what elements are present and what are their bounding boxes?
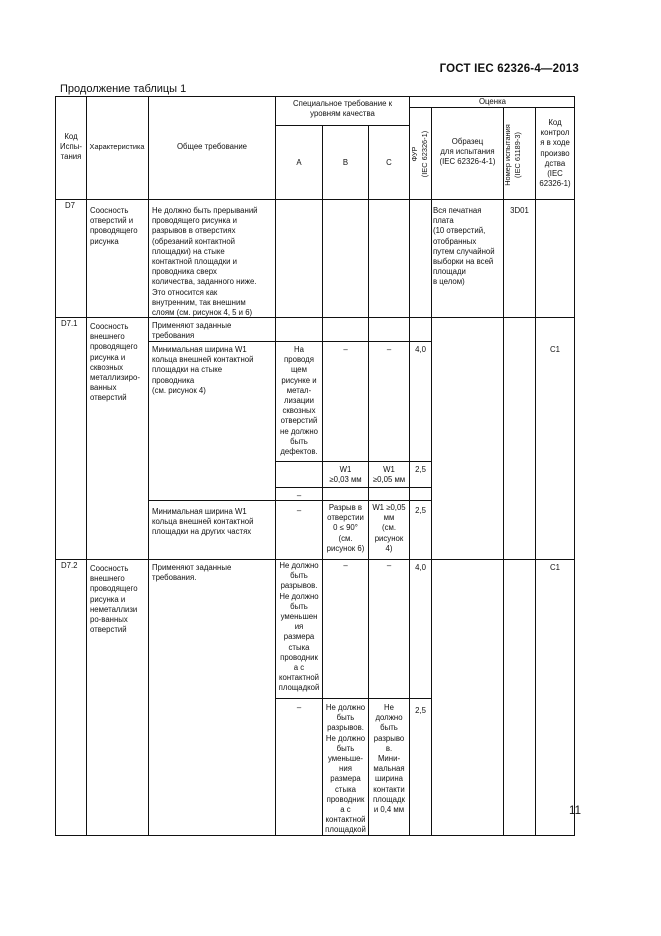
row-d71-general-b: Минимальная ширина W1 кольца внешней контактной площадки на стыке проводника (см. рисунок 4) — [152, 345, 254, 395]
row-d72-ctrl1: C1 — [550, 563, 560, 572]
row-d7-general: Не должно быть прерываний проводящего рисунка и разрывов в отверстиях (обрезаний контактной площадки) на стыке контактной площадки и проводника сверх количества, заданного ниже. Это относится как внутренним, так внешним слоям (см. рисунок 4, 5 и 6) — [152, 206, 258, 318]
row-d72-fur2: 2,5 — [415, 706, 426, 715]
row-d71-c2: W1 ≥0,05 мм — [372, 465, 406, 485]
row-d72-characteristic: Соосность внешнего проводящего рисунка и неметаллизи ро-ванных отверстий — [90, 564, 138, 635]
header-general: Общее требование — [176, 142, 248, 151]
row-d72-b2: Не должно быть разрывов. Не должно быть уменьше- ния размера стыка проводник а с контактной площадкой — [325, 703, 366, 835]
header-test-number: Номер испытания (IEC 61189-3) — [503, 124, 522, 186]
row-d7-code: D7 — [65, 201, 75, 210]
row-d71-a3: – — [296, 506, 302, 515]
row-d7-test-number: 3D01 — [510, 206, 529, 215]
row-d72-a2: – — [296, 703, 302, 712]
header-special: Специальное требование к уровням качества — [292, 99, 393, 119]
row-d71-ctrl1: C1 — [550, 345, 560, 354]
row-d72-fur1: 4,0 — [415, 563, 426, 572]
header-level-b: B — [342, 158, 349, 167]
header-sample: Образец для испытания (IEC 62326-4-1) — [439, 137, 496, 167]
row-d71-b1: – — [343, 345, 348, 354]
table-continuation-caption: Продолжение таблицы 1 — [60, 83, 187, 95]
row-d71-c1: – — [386, 345, 392, 354]
row-d71-b2: W1 ≥0,03 мм — [329, 465, 362, 485]
row-d72-a1: Не должно быть разрывов. Не должно быть уменьшен ия размера стыка проводник а с контактной площадкой — [278, 561, 320, 693]
row-d71-fur3: 2,5 — [415, 506, 426, 515]
row-d71-b3: Разрыв в отверстии 0 ≤ 90° (см. рисунок 6) — [326, 503, 365, 553]
row-d71-a2: – — [296, 491, 302, 500]
header-control-code: Код контрол я в ходе произво дства (IEC 62326-1) — [539, 118, 571, 189]
row-d71-general-c: Минимальная ширина W1 кольца внешней контактной площадки на других частях — [152, 507, 254, 537]
row-d72-general: Применяют заданные требования. — [152, 563, 232, 583]
header-fur: ФУР (IEC 62326-1) — [410, 130, 429, 178]
header-level-a: A — [296, 158, 302, 167]
header-code: Код Испы- тания — [60, 132, 82, 162]
row-d72-code: D7.2 — [61, 561, 78, 570]
row-d7-characteristic: Соосность отверстий и проводящего рисунка — [90, 206, 138, 246]
header-characteristic: Характеристика — [89, 142, 145, 151]
row-d7-sample: Вся печатная плата (10 отверстий, отобранных путем случайной выборки на всей площади в целом) — [433, 206, 495, 287]
row-d71-general-a: Применяют заданные требования — [152, 321, 232, 341]
page-number: 11 — [569, 805, 581, 817]
row-d71-fur2: 2,5 — [415, 465, 426, 474]
row-d72-b1: – — [343, 561, 348, 570]
row-d71-c3: W1 ≥0,05 мм (см. рисунок 4) — [372, 503, 406, 553]
header-evaluation: Оценка — [478, 97, 506, 106]
header-level-c: C — [386, 158, 392, 167]
row-d72-c2: Не должно быть разрыво в. Мини- мальная ширина контакти площадк и 0,4 мм — [373, 703, 405, 815]
row-d71-code: D7.1 — [61, 319, 78, 328]
row-d72-c1: – — [386, 561, 392, 570]
row-d71-a1: На проводя щем рисунке и метал- лизации сквозных отверстий не должно быть дефектов. — [280, 345, 318, 457]
row-d71-characteristic: Соосность внешнего проводящего рисунка и сквозных металлизиро- ванных отверстий — [90, 322, 140, 403]
row-d71-fur1: 4,0 — [415, 345, 426, 354]
standard-designation: ГОСТ IEC 62326-4—2013 — [439, 63, 579, 75]
